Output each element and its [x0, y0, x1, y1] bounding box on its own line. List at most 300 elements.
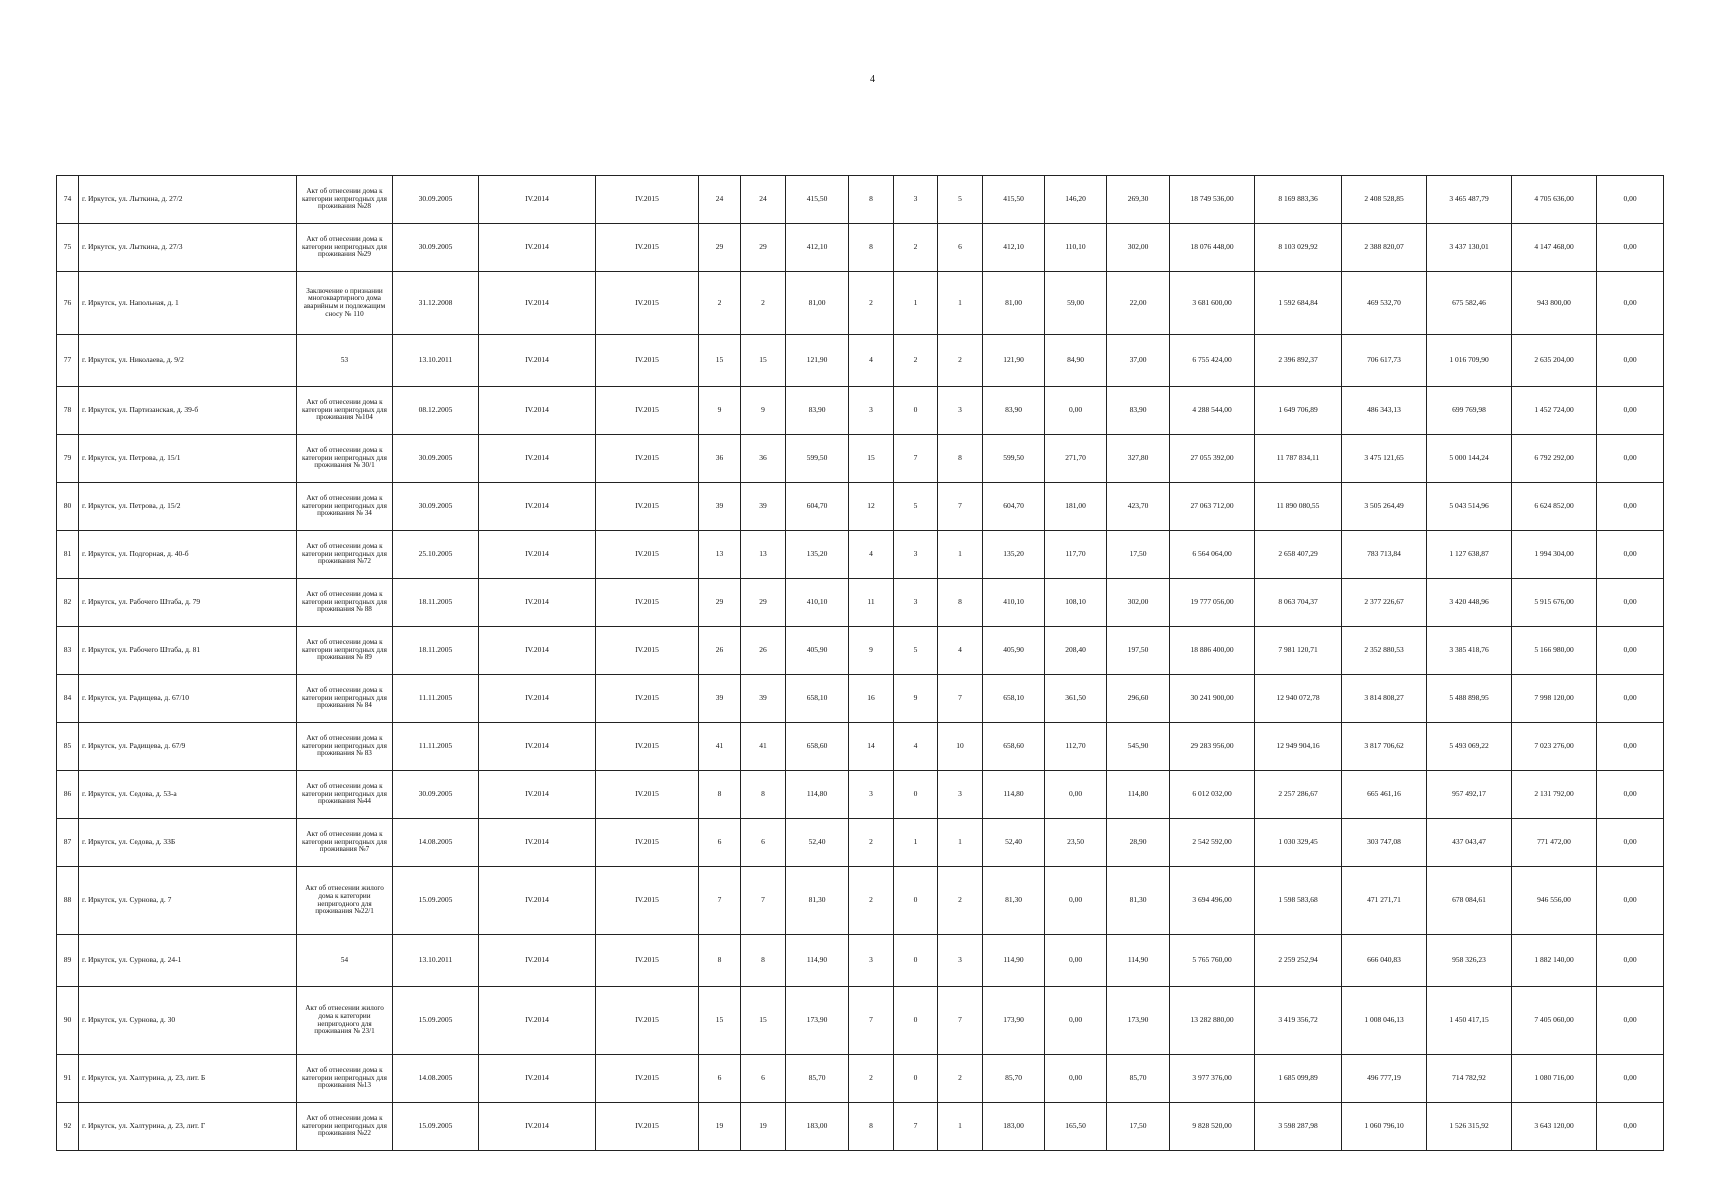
- cell-extra-funds: 1 882 140,00: [1512, 935, 1597, 987]
- cell-document: Акт об отнесении дома к категории непригодных для проживания №22: [297, 1103, 393, 1151]
- cell-residents-total: 13: [699, 531, 741, 579]
- cell-rooms-total: 8: [849, 224, 894, 272]
- cell-area-municipal: 114,80: [1107, 771, 1170, 819]
- cell-area-total: 599,50: [786, 435, 849, 483]
- cell-document: Акт об отнесении дома к категории непригодных для проживания №104: [297, 387, 393, 435]
- cell-rooms-private: 5: [894, 483, 938, 531]
- cell-area-total: 114,90: [786, 935, 849, 987]
- cell-residents-resettle: 19: [741, 1103, 786, 1151]
- cell-no: 81: [57, 531, 79, 579]
- cell-rooms-total: 2: [849, 819, 894, 867]
- cell-document: Акт об отнесении дома к категории непригодных для проживания № 30/1: [297, 435, 393, 483]
- cell-residents-total: 19: [699, 1103, 741, 1151]
- cell-residents-resettle: 29: [741, 224, 786, 272]
- cell-doc-date: 30.09.2005: [393, 176, 479, 224]
- cell-budget-region: 2 408 528,85: [1342, 176, 1427, 224]
- cell-plan-start: IV.2014: [479, 723, 596, 771]
- cell-other: 0,00: [1597, 987, 1664, 1055]
- cell-extra-funds: 2 635 204,00: [1512, 335, 1597, 387]
- cell-rooms-private: 0: [894, 387, 938, 435]
- cell-area-resettle: 599,50: [983, 435, 1045, 483]
- cell-rooms-total: 8: [849, 1103, 894, 1151]
- cell-budget-local: 1 016 709,90: [1427, 335, 1512, 387]
- cell-doc-date: 15.09.2005: [393, 1103, 479, 1151]
- cell-other: 0,00: [1597, 723, 1664, 771]
- cell-residents-resettle: 26: [741, 627, 786, 675]
- cell-plan-end: IV.2015: [596, 531, 699, 579]
- cell-area-municipal: 85,70: [1107, 1055, 1170, 1103]
- cell-other: 0,00: [1597, 224, 1664, 272]
- cell-other: 0,00: [1597, 531, 1664, 579]
- cell-plan-end: IV.2015: [596, 675, 699, 723]
- cell-cost-total: 3 977 376,00: [1170, 1055, 1255, 1103]
- cell-doc-date: 15.09.2005: [393, 867, 479, 935]
- cell-plan-end: IV.2015: [596, 935, 699, 987]
- cell-document: Акт об отнесении дома к категории непригодных для проживания №72: [297, 531, 393, 579]
- table-row: [57, 483, 1664, 531]
- table-row: [57, 819, 1664, 867]
- cell-area-municipal: 269,30: [1107, 176, 1170, 224]
- resettlement-table-sheet: [56, 175, 1658, 1151]
- cell-extra-funds: 4 147 468,00: [1512, 224, 1597, 272]
- cell-residents-total: 6: [699, 1055, 741, 1103]
- cell-budget-region: 3 817 706,62: [1342, 723, 1427, 771]
- cell-area-private: 112,70: [1045, 723, 1107, 771]
- cell-rooms-private: 2: [894, 335, 938, 387]
- cell-budget-local: 437 043,47: [1427, 819, 1512, 867]
- cell-no: 91: [57, 1055, 79, 1103]
- cell-doc-date: 30.09.2005: [393, 224, 479, 272]
- table-row: [57, 335, 1664, 387]
- cell-plan-start: IV.2014: [479, 819, 596, 867]
- cell-budget-local: 714 782,92: [1427, 1055, 1512, 1103]
- cell-no: 80: [57, 483, 79, 531]
- cell-extra-funds: 946 556,00: [1512, 867, 1597, 935]
- cell-doc-date: 30.09.2005: [393, 771, 479, 819]
- cell-budget-region: 3 505 264,49: [1342, 483, 1427, 531]
- cell-residents-resettle: 6: [741, 1055, 786, 1103]
- cell-residents-resettle: 39: [741, 483, 786, 531]
- cell-budget-local: 3 465 487,79: [1427, 176, 1512, 224]
- cell-budget-region: 2 377 226,67: [1342, 579, 1427, 627]
- cell-plan-end: IV.2015: [596, 224, 699, 272]
- cell-document: Акт об отнесении дома к категории непригодных для проживания № 89: [297, 627, 393, 675]
- cell-document: Акт об отнесении дома к категории непригодных для проживания № 83: [297, 723, 393, 771]
- cell-address: г. Иркутск, ул. Седова, д. 53-а: [79, 771, 297, 819]
- cell-cost-total: 18 886 400,00: [1170, 627, 1255, 675]
- cell-area-private: 110,10: [1045, 224, 1107, 272]
- cell-document: Акт об отнесении дома к категории непригодных для проживания №44: [297, 771, 393, 819]
- cell-document: Акт об отнесении дома к категории непригодных для проживания № 34: [297, 483, 393, 531]
- cell-rooms-total: 3: [849, 387, 894, 435]
- cell-budget-local: 678 084,61: [1427, 867, 1512, 935]
- cell-area-total: 81,00: [786, 272, 849, 335]
- cell-residents-total: 2: [699, 272, 741, 335]
- cell-address: г. Иркутск, ул. Рабочего Штаба, д. 81: [79, 627, 297, 675]
- cell-plan-start: IV.2014: [479, 771, 596, 819]
- cell-plan-end: IV.2015: [596, 579, 699, 627]
- cell-residents-resettle: 7: [741, 867, 786, 935]
- cell-budget-region: 665 461,16: [1342, 771, 1427, 819]
- cell-budget-region: 706 617,73: [1342, 335, 1427, 387]
- cell-rooms-municipal: 4: [938, 627, 983, 675]
- cell-doc-date: 13.10.2011: [393, 335, 479, 387]
- cell-residents-resettle: 39: [741, 675, 786, 723]
- cell-rooms-total: 2: [849, 272, 894, 335]
- cell-no: 77: [57, 335, 79, 387]
- cell-budget-region: 666 040,83: [1342, 935, 1427, 987]
- cell-extra-funds: 943 800,00: [1512, 272, 1597, 335]
- cell-plan-start: IV.2014: [479, 531, 596, 579]
- cell-area-municipal: 22,00: [1107, 272, 1170, 335]
- cell-area-resettle: 604,70: [983, 483, 1045, 531]
- cell-extra-funds: 7 023 276,00: [1512, 723, 1597, 771]
- cell-fund-reform: 3 419 356,72: [1255, 987, 1342, 1055]
- cell-doc-date: 25.10.2005: [393, 531, 479, 579]
- cell-other: 0,00: [1597, 771, 1664, 819]
- cell-cost-total: 27 063 712,00: [1170, 483, 1255, 531]
- cell-residents-resettle: 8: [741, 935, 786, 987]
- cell-plan-end: IV.2015: [596, 627, 699, 675]
- table-row: [57, 531, 1664, 579]
- cell-address: г. Иркутск, ул. Халтурина, д. 23, лит. Г: [79, 1103, 297, 1151]
- cell-fund-reform: 2 658 407,29: [1255, 531, 1342, 579]
- cell-budget-local: 5 043 514,96: [1427, 483, 1512, 531]
- cell-residents-total: 29: [699, 579, 741, 627]
- cell-residents-total: 39: [699, 483, 741, 531]
- cell-rooms-total: 16: [849, 675, 894, 723]
- cell-fund-reform: 1 598 583,68: [1255, 867, 1342, 935]
- cell-rooms-municipal: 2: [938, 1055, 983, 1103]
- cell-area-total: 135,20: [786, 531, 849, 579]
- cell-other: 0,00: [1597, 435, 1664, 483]
- cell-other: 0,00: [1597, 819, 1664, 867]
- cell-rooms-private: 4: [894, 723, 938, 771]
- cell-document: 53: [297, 335, 393, 387]
- cell-residents-resettle: 15: [741, 987, 786, 1055]
- cell-area-private: 108,10: [1045, 579, 1107, 627]
- cell-other: 0,00: [1597, 272, 1664, 335]
- cell-rooms-private: 2: [894, 224, 938, 272]
- cell-plan-start: IV.2014: [479, 579, 596, 627]
- cell-rooms-municipal: 8: [938, 435, 983, 483]
- cell-plan-start: IV.2014: [479, 387, 596, 435]
- cell-area-private: 361,50: [1045, 675, 1107, 723]
- cell-budget-local: 1 127 638,87: [1427, 531, 1512, 579]
- cell-other: 0,00: [1597, 867, 1664, 935]
- cell-rooms-municipal: 3: [938, 771, 983, 819]
- cell-rooms-private: 0: [894, 867, 938, 935]
- cell-plan-start: IV.2014: [479, 987, 596, 1055]
- cell-rooms-private: 1: [894, 819, 938, 867]
- cell-rooms-municipal: 3: [938, 387, 983, 435]
- cell-area-total: 173,90: [786, 987, 849, 1055]
- cell-other: 0,00: [1597, 627, 1664, 675]
- cell-plan-end: IV.2015: [596, 1103, 699, 1151]
- cell-residents-resettle: 6: [741, 819, 786, 867]
- cell-rooms-total: 14: [849, 723, 894, 771]
- cell-extra-funds: 5 915 676,00: [1512, 579, 1597, 627]
- cell-area-resettle: 658,60: [983, 723, 1045, 771]
- cell-budget-local: 1 450 417,15: [1427, 987, 1512, 1055]
- cell-other: 0,00: [1597, 935, 1664, 987]
- cell-budget-region: 303 747,08: [1342, 819, 1427, 867]
- cell-address: г. Иркутск, ул. Николаева, д. 9/2: [79, 335, 297, 387]
- cell-document: Акт об отнесении дома к категории непригодных для проживания №13: [297, 1055, 393, 1103]
- cell-document: Акт об отнесении дома к категории непригодных для проживания №28: [297, 176, 393, 224]
- cell-address: г. Иркутск, ул. Лыткина, д. 27/2: [79, 176, 297, 224]
- cell-extra-funds: 5 166 980,00: [1512, 627, 1597, 675]
- cell-address: г. Иркутск, ул. Сурнова, д. 7: [79, 867, 297, 935]
- cell-rooms-total: 4: [849, 335, 894, 387]
- cell-budget-local: 3 420 448,96: [1427, 579, 1512, 627]
- cell-budget-local: 5 488 898,95: [1427, 675, 1512, 723]
- cell-plan-end: IV.2015: [596, 176, 699, 224]
- cell-no: 82: [57, 579, 79, 627]
- cell-fund-reform: 1 592 684,84: [1255, 272, 1342, 335]
- cell-residents-total: 6: [699, 819, 741, 867]
- cell-rooms-total: 2: [849, 867, 894, 935]
- cell-other: 0,00: [1597, 1103, 1664, 1151]
- cell-extra-funds: 3 643 120,00: [1512, 1103, 1597, 1151]
- cell-address: г. Иркутск, ул. Петрова, д. 15/2: [79, 483, 297, 531]
- table-row: [57, 387, 1664, 435]
- cell-other: 0,00: [1597, 1055, 1664, 1103]
- cell-area-total: 121,90: [786, 335, 849, 387]
- cell-address: г. Иркутск, ул. Напольная, д. 1: [79, 272, 297, 335]
- cell-fund-reform: 2 257 286,67: [1255, 771, 1342, 819]
- cell-plan-end: IV.2015: [596, 335, 699, 387]
- cell-residents-resettle: 13: [741, 531, 786, 579]
- cell-plan-start: IV.2014: [479, 335, 596, 387]
- cell-no: 83: [57, 627, 79, 675]
- cell-doc-date: 31.12.2008: [393, 272, 479, 335]
- cell-rooms-municipal: 7: [938, 987, 983, 1055]
- cell-rooms-municipal: 2: [938, 867, 983, 935]
- cell-other: 0,00: [1597, 335, 1664, 387]
- cell-address: г. Иркутск, ул. Седова, д. 33Б: [79, 819, 297, 867]
- cell-rooms-total: 3: [849, 771, 894, 819]
- cell-budget-region: 783 713,84: [1342, 531, 1427, 579]
- cell-budget-region: 2 388 820,07: [1342, 224, 1427, 272]
- cell-plan-start: IV.2014: [479, 1103, 596, 1151]
- cell-doc-date: 18.11.2005: [393, 627, 479, 675]
- cell-fund-reform: 2 259 252,94: [1255, 935, 1342, 987]
- cell-rooms-municipal: 8: [938, 579, 983, 627]
- cell-area-municipal: 37,00: [1107, 335, 1170, 387]
- cell-area-private: 23,50: [1045, 819, 1107, 867]
- cell-document: Акт об отнесении дома к категории непригодных для проживания № 88: [297, 579, 393, 627]
- cell-area-total: 412,10: [786, 224, 849, 272]
- cell-no: 87: [57, 819, 79, 867]
- cell-no: 92: [57, 1103, 79, 1151]
- cell-fund-reform: 12 940 072,78: [1255, 675, 1342, 723]
- cell-area-municipal: 302,00: [1107, 224, 1170, 272]
- cell-residents-resettle: 2: [741, 272, 786, 335]
- cell-area-resettle: 405,90: [983, 627, 1045, 675]
- cell-area-resettle: 85,70: [983, 1055, 1045, 1103]
- cell-budget-region: 496 777,19: [1342, 1055, 1427, 1103]
- cell-budget-region: 486 343,13: [1342, 387, 1427, 435]
- cell-plan-start: IV.2014: [479, 935, 596, 987]
- cell-rooms-private: 3: [894, 579, 938, 627]
- cell-doc-date: 30.09.2005: [393, 435, 479, 483]
- cell-fund-reform: 2 396 892,37: [1255, 335, 1342, 387]
- cell-area-private: 59,00: [1045, 272, 1107, 335]
- cell-area-total: 405,90: [786, 627, 849, 675]
- cell-document: Акт об отнесении дома к категории непригодных для проживания №29: [297, 224, 393, 272]
- cell-residents-resettle: 9: [741, 387, 786, 435]
- cell-area-private: 271,70: [1045, 435, 1107, 483]
- cell-rooms-municipal: 3: [938, 935, 983, 987]
- cell-rooms-private: 0: [894, 935, 938, 987]
- cell-address: г. Иркутск, ул. Рабочего Штаба, д. 79: [79, 579, 297, 627]
- cell-residents-total: 8: [699, 935, 741, 987]
- cell-rooms-private: 0: [894, 987, 938, 1055]
- cell-rooms-total: 9: [849, 627, 894, 675]
- cell-area-private: 0,00: [1045, 867, 1107, 935]
- cell-area-private: 165,50: [1045, 1103, 1107, 1151]
- table-row: [57, 935, 1664, 987]
- cell-residents-resettle: 15: [741, 335, 786, 387]
- cell-doc-date: 18.11.2005: [393, 579, 479, 627]
- cell-extra-funds: 771 472,00: [1512, 819, 1597, 867]
- cell-area-municipal: 17,50: [1107, 1103, 1170, 1151]
- cell-rooms-private: 1: [894, 272, 938, 335]
- cell-plan-end: IV.2015: [596, 272, 699, 335]
- cell-rooms-total: 15: [849, 435, 894, 483]
- cell-fund-reform: 1 685 099,89: [1255, 1055, 1342, 1103]
- cell-doc-date: 30.09.2005: [393, 483, 479, 531]
- cell-extra-funds: 7 405 060,00: [1512, 987, 1597, 1055]
- cell-extra-funds: 1 452 724,00: [1512, 387, 1597, 435]
- cell-area-total: 83,90: [786, 387, 849, 435]
- cell-cost-total: 6 755 424,00: [1170, 335, 1255, 387]
- cell-residents-total: 26: [699, 627, 741, 675]
- cell-fund-reform: 12 949 904,16: [1255, 723, 1342, 771]
- cell-rooms-total: 12: [849, 483, 894, 531]
- cell-plan-start: IV.2014: [479, 627, 596, 675]
- cell-no: 89: [57, 935, 79, 987]
- cell-no: 86: [57, 771, 79, 819]
- cell-residents-total: 7: [699, 867, 741, 935]
- cell-area-resettle: 183,00: [983, 1103, 1045, 1151]
- cell-no: 78: [57, 387, 79, 435]
- cell-fund-reform: 8 063 704,37: [1255, 579, 1342, 627]
- cell-plan-end: IV.2015: [596, 819, 699, 867]
- cell-plan-end: IV.2015: [596, 1055, 699, 1103]
- cell-doc-date: 08.12.2005: [393, 387, 479, 435]
- cell-doc-date: 14.08.2005: [393, 1055, 479, 1103]
- cell-cost-total: 3 694 496,00: [1170, 867, 1255, 935]
- cell-budget-local: 957 492,17: [1427, 771, 1512, 819]
- cell-rooms-total: 8: [849, 176, 894, 224]
- cell-other: 0,00: [1597, 675, 1664, 723]
- resettlement-table: [56, 175, 1664, 1151]
- cell-residents-resettle: 36: [741, 435, 786, 483]
- cell-area-resettle: 114,80: [983, 771, 1045, 819]
- cell-area-private: 0,00: [1045, 771, 1107, 819]
- cell-residents-total: 29: [699, 224, 741, 272]
- cell-fund-reform: 1 649 706,89: [1255, 387, 1342, 435]
- cell-plan-end: IV.2015: [596, 387, 699, 435]
- cell-no: 74: [57, 176, 79, 224]
- table-row: [57, 435, 1664, 483]
- cell-rooms-private: 7: [894, 435, 938, 483]
- cell-rooms-municipal: 1: [938, 1103, 983, 1151]
- cell-address: г. Иркутск, ул. Сурнова, д. 30: [79, 987, 297, 1055]
- cell-fund-reform: 3 598 287,98: [1255, 1103, 1342, 1151]
- cell-no: 90: [57, 987, 79, 1055]
- page-mark: 4: [870, 74, 875, 85]
- cell-other: 0,00: [1597, 483, 1664, 531]
- cell-other: 0,00: [1597, 176, 1664, 224]
- cell-area-municipal: 423,70: [1107, 483, 1170, 531]
- cell-cost-total: 19 777 056,00: [1170, 579, 1255, 627]
- cell-doc-date: 14.08.2005: [393, 819, 479, 867]
- cell-document: 54: [297, 935, 393, 987]
- cell-document: Акт об отнесении жилого дома к категории непригодного для проживания №22/1: [297, 867, 393, 935]
- cell-other: 0,00: [1597, 387, 1664, 435]
- cell-area-municipal: 296,60: [1107, 675, 1170, 723]
- table-body: [57, 176, 1664, 1151]
- cell-doc-date: 13.10.2011: [393, 935, 479, 987]
- table-row: [57, 723, 1664, 771]
- cell-area-municipal: 173,90: [1107, 987, 1170, 1055]
- cell-document: Акт об отнесении жилого дома к категории непригодного для проживания № 23/1: [297, 987, 393, 1055]
- cell-rooms-private: 3: [894, 176, 938, 224]
- cell-plan-end: IV.2015: [596, 723, 699, 771]
- cell-cost-total: 29 283 956,00: [1170, 723, 1255, 771]
- cell-budget-local: 958 326,23: [1427, 935, 1512, 987]
- cell-area-resettle: 52,40: [983, 819, 1045, 867]
- cell-rooms-total: 7: [849, 987, 894, 1055]
- cell-residents-total: 9: [699, 387, 741, 435]
- cell-budget-region: 1 008 046,13: [1342, 987, 1427, 1055]
- cell-area-private: 146,20: [1045, 176, 1107, 224]
- cell-address: г. Иркутск, ул. Лыткина, д. 27/3: [79, 224, 297, 272]
- cell-plan-end: IV.2015: [596, 435, 699, 483]
- cell-budget-local: 3 437 130,01: [1427, 224, 1512, 272]
- cell-residents-total: 36: [699, 435, 741, 483]
- cell-extra-funds: 1 994 304,00: [1512, 531, 1597, 579]
- cell-residents-total: 24: [699, 176, 741, 224]
- cell-budget-local: 699 769,98: [1427, 387, 1512, 435]
- cell-budget-local: 1 526 315,92: [1427, 1103, 1512, 1151]
- cell-address: г. Иркутск, ул. Партизанская, д. 39-б: [79, 387, 297, 435]
- cell-budget-region: 1 060 796,10: [1342, 1103, 1427, 1151]
- cell-rooms-private: 0: [894, 1055, 938, 1103]
- cell-cost-total: 13 282 880,00: [1170, 987, 1255, 1055]
- cell-address: г. Иркутск, ул. Сурнова, д. 24-1: [79, 935, 297, 987]
- cell-budget-region: 471 271,71: [1342, 867, 1427, 935]
- cell-extra-funds: 4 705 636,00: [1512, 176, 1597, 224]
- cell-area-total: 183,00: [786, 1103, 849, 1151]
- cell-cost-total: 18 076 448,00: [1170, 224, 1255, 272]
- cell-plan-start: IV.2014: [479, 1055, 596, 1103]
- table-row: [57, 224, 1664, 272]
- cell-fund-reform: 11 787 834,11: [1255, 435, 1342, 483]
- cell-plan-start: IV.2014: [479, 224, 596, 272]
- cell-residents-resettle: 41: [741, 723, 786, 771]
- cell-fund-reform: 8 169 883,36: [1255, 176, 1342, 224]
- cell-rooms-municipal: 1: [938, 531, 983, 579]
- cell-area-resettle: 135,20: [983, 531, 1045, 579]
- cell-area-private: 117,70: [1045, 531, 1107, 579]
- cell-fund-reform: 8 103 029,92: [1255, 224, 1342, 272]
- cell-residents-total: 39: [699, 675, 741, 723]
- cell-area-total: 85,70: [786, 1055, 849, 1103]
